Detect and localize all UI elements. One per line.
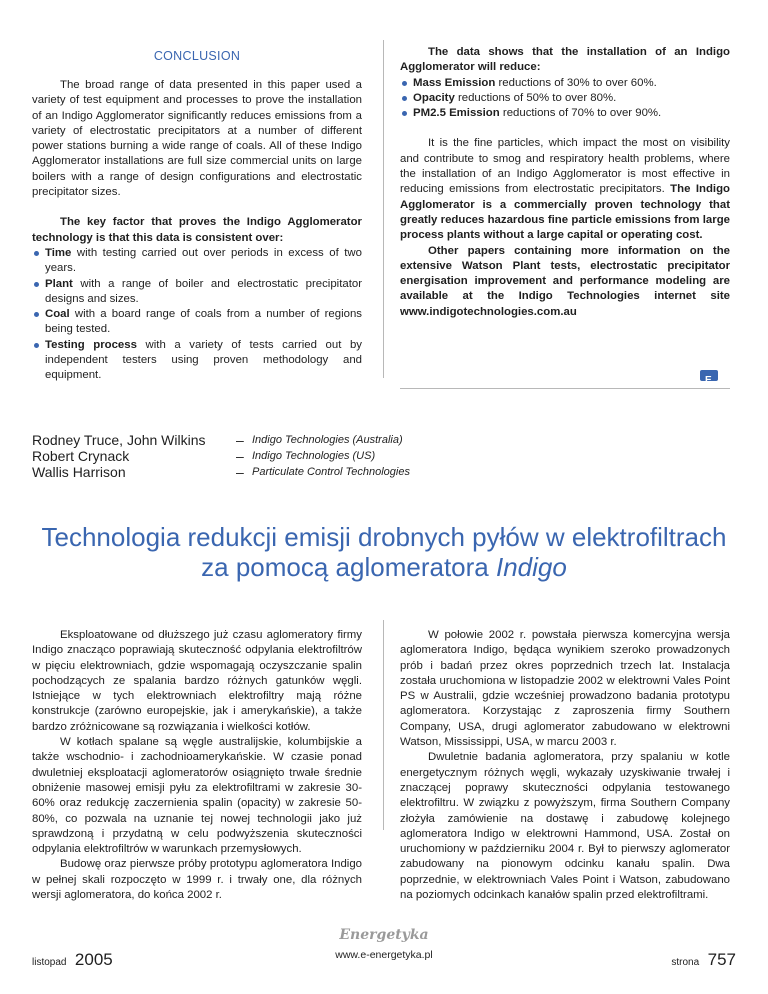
bullet-icon: [402, 81, 407, 86]
authors-block: [32, 432, 732, 480]
data-shows: The data shows that the installation of an Indigo Agglomerator will reduce:: [400, 46, 730, 74]
fine-particles-paragraph: It is the fine particles, which impact the most on visibility and contribute to smog and respiratory health problems, where the installation of an Indigo Agglomerator is most effective in reducing emissions from electrostatic precipitators. The Indigo Agglomerator is a commercially proven technology that greatly reduces hazardous fine particle emissions from large process plants without a large capital or operating cost.: [400, 137, 730, 242]
footer-page: [671, 950, 736, 970]
end-of-article-icon: E: [700, 370, 718, 381]
author-name: Robert Crynack: [32, 448, 130, 464]
factor-list: [32, 246, 362, 384]
footer-month: listopad: [32, 957, 67, 968]
author-name: Wallis Harrison: [32, 464, 126, 480]
column-divider: [383, 620, 384, 830]
section-rule: [400, 388, 730, 389]
bullet-icon: [34, 343, 39, 348]
author-row: [32, 432, 732, 448]
article-right-column: [400, 628, 730, 903]
list-item: Coal with a board range of coals from a number of regions being tested.: [32, 307, 362, 338]
list-item: Plant with a range of boiler and electrostatic precipitator designs and sizes.: [32, 277, 362, 308]
conclusion-right-column: [400, 45, 730, 320]
title-line-1: Technologia redukcji emisji drobnych pyłów w elektrofiltrach: [41, 522, 727, 552]
article-left-column: [32, 628, 362, 903]
author-affiliation: Indigo Technologies (Australia): [252, 434, 403, 446]
author-affiliation: Particulate Control Technologies: [252, 466, 410, 478]
bullet-icon: [34, 251, 39, 256]
footer-issue: [32, 950, 113, 970]
bullet-icon: [34, 282, 39, 287]
author-row: [32, 464, 732, 480]
bullet-icon: [402, 111, 407, 116]
magazine-logo: Energetyka: [339, 927, 429, 943]
footer-year: 2005: [74, 950, 113, 969]
conclusion-intro: The broad range of data presented in this paper used a variety of test equipment and processes to prove the installation of an Indigo Agglomerator significantly reduces emissions from a variety of electrostatic precipitators at a number of different power stations burning a wide range of coals. All of these Indigo Agglomerator installations are full size commercial units on large boilers with a range of design configurations and electrostatic precipitator sizes.: [32, 79, 362, 199]
other-papers: Other papers containing more information on the extensive Watson Plant tests, electrostatic precipitator energisation improvement and performance modeling are available at the Indigo Technologies internet site www.indigotechnologies.com.au: [400, 244, 730, 318]
column-divider: [383, 40, 384, 378]
page-number: 757: [707, 950, 736, 969]
reduction-list: [400, 76, 730, 122]
author-dash: –: [236, 464, 244, 480]
list-item: PM2.5 Emission reductions of 70% to over 90%.: [400, 106, 730, 121]
conclusion-heading: CONCLUSION: [153, 49, 241, 63]
article-paragraph: Eksploatowane od dłuższego już czasu aglomeratory firmy Indigo znacząco poprawiają skuteczność odpylania elektrofiltrów w pięciu elektrowniach, gdzie wspomagają oczyszczanie spalin pochodzących ze spalania bardzo różnych gatunków węgli. Istniejące w tych elektrowniach elektrofiltry mają różne konstrukcje (zarówno europejskie, jak i amerykańskie), a także bardzo zróżnicowane są rozwiązania i wielkości kotłów.: [32, 629, 362, 733]
list-item: Mass Emission reductions of 30% to over 60%.: [400, 76, 730, 91]
list-item: Opacity reductions of 50% to over 80%.: [400, 91, 730, 106]
bullet-icon: [34, 312, 39, 317]
author-affiliation: Indigo Technologies (US): [252, 450, 376, 462]
article-paragraph: Budowę oraz pierwsze próby prototypu aglomeratora Indigo w pełnej skali rozpoczęto w 1999 r. i trwały one, dla różnych wersji aglomeratora, do końca 2002 r.: [32, 858, 362, 902]
page-label: strona: [671, 957, 700, 968]
article-paragraph: W połowie 2002 r. powstała pierwsza komercyjna wersja aglomeratora Indigo, będąca wynikiem szeroko prowadzonych prób i badań przez okres poprzednich trzech lat. Instalacja została uruchomiona w listopadzie 2002 w elektrowni Vales Point PS w Australii, gdzie wcześniej prowadzono badania prototypu aglomeratora. Korzystając z zaproszenia firmy Southern Company, USA, drugi aglomerator zabudowano w elektrowni Watson, Mississippi, USA, w marcu 2003 r.: [400, 629, 730, 749]
bullet-icon: [402, 96, 407, 101]
list-item: Testing process with a variety of tests carried out by independent testers using proven methodology and equipment.: [32, 338, 362, 384]
footer-url[interactable]: www.e-energetyka.pl: [335, 949, 433, 961]
article-title: [0, 522, 768, 582]
article-paragraph: W kotłach spalane są węgle australijskie, kolumbijskie a także wschodnio- i zachodnioamerykańskie. W czasie ponad dwuletniej eksploatacji aglomeratorów osiągnięto trwałe średnie obniżenie masowej emisji pyłu za elektrofiltrami w zakresie 30-60% oraz redukcję zaczernienia spalin (opacity) w zakresie 50-80%, co pozwala na uznanie tej nowej technologii jako już sprawdzoną i przydatną w celu podwyższenia skuteczności odpylania elektrofiltrów w warunkach przemysłowych.: [32, 736, 362, 856]
author-row: [32, 448, 732, 464]
key-factor: The key factor that proves the Indigo Agglomerator technology is that this data is consistent over:: [32, 216, 362, 244]
article-paragraph: Dwuletnie badania aglomeratora, przy spalaniu w kotle energetycznym różnych węgli, wykazały uzyskiwanie trwałej i znaczącej poprawy skuteczności odpylania testowanego elektrofiltru. W związku z powyższym, firma Southern Company złożyła zamówienie na dostawę i zabudowę kolejnego aglomeratora Indigo w elektrowni Hammond, USA. Został on uruchomiony w październiku 2004 r. Był to pierwszy aglomerator zabudowany na pionowym odcinku kanału spalin. Dwa poprzednie, w elektrowniach Vales Point i Watson, zabudowano na poziomych odcinkach kanałów spalin przed elektrofiltrami.: [400, 751, 730, 902]
conclusion-left-column: [32, 78, 362, 384]
author-dash: –: [236, 432, 244, 448]
author-name: Rodney Truce, John Wilkins: [32, 432, 206, 448]
footer-center: [284, 926, 484, 961]
author-dash: –: [236, 448, 244, 464]
title-line-2: za pomocą aglomeratora Indigo: [201, 552, 567, 582]
list-item: Time with testing carried out over periods in excess of two years.: [32, 246, 362, 277]
